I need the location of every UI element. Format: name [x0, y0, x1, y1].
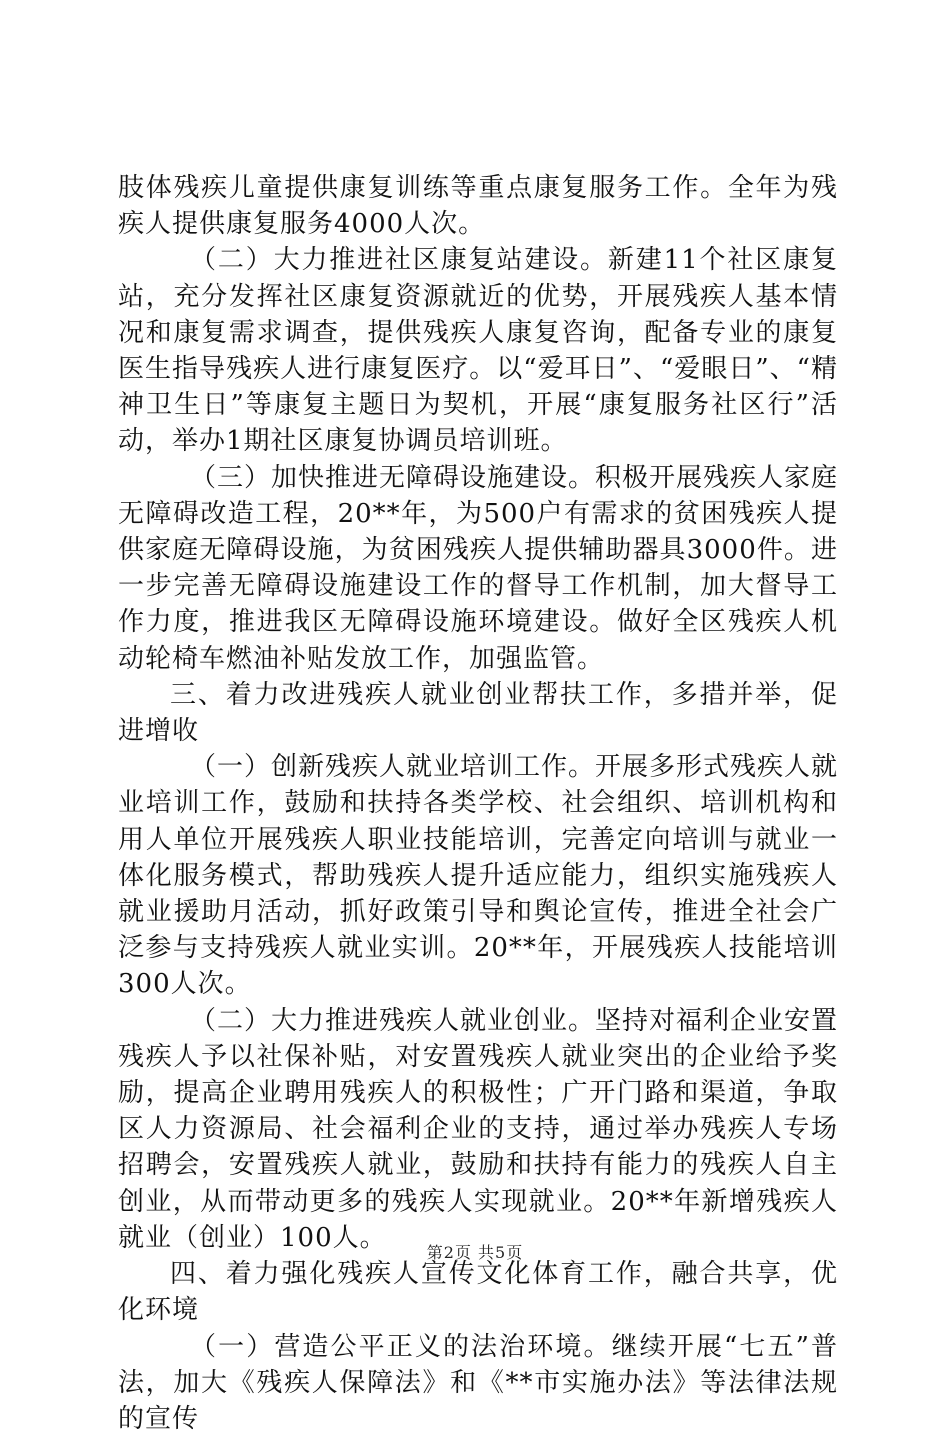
- body-paragraph-3: （三）加快推进无障碍设施建设。积极开展残疾人家庭无障碍改造工程，20**年，为500户有需求的贫困残疾人提供家庭无障碍设施，为贫困残疾人提供辅助器具3000件。进一步完善无障碍设施建设工作的督导工作机制，加大督导工作力度，推进我区无障碍设施环境建设。做好全区残疾人机动轮椅车燃油补贴发放工作，加强监管。: [118, 460, 838, 677]
- body-paragraph-2: （二）大力推进社区康复站建设。新建11个社区康复站，充分发挥社区康复资源就近的优势，开展残疾人基本情况和康复需求调查，提供残疾人康复咨询，配备专业的康复医生指导残疾人进行康复医疗。以“爱耳日”、“爱眼日”、“精神卫生日”等康复主题日为契机，开展“康复服务社区行”活动，举办1期社区康复协调员培训班。: [118, 242, 838, 459]
- body-paragraph-1: 肢体残疾儿童提供康复训练等重点康复服务工作。全年为残疾人提供康复服务4000人次。: [118, 170, 838, 242]
- body-paragraph-4: （一）创新残疾人就业培训工作。开展多形式残疾人就业培训工作，鼓励和扶持各类学校、社会组织、培训机构和用人单位开展残疾人职业技能培训，完善定向培训与就业一体化服务模式，帮助残疾人提升适应能力，组织实施残疾人就业援助月活动，抓好政策引导和舆论宣传，推进全社会广泛参与支持残疾人就业实训。20**年，开展残疾人技能培训300人次。: [118, 749, 838, 1002]
- page-footer: [0, 1240, 950, 1263]
- section-heading-4: 四、着力强化残疾人宣传文化体育工作，融合共享，优化环境: [118, 1256, 838, 1328]
- body-paragraph-6: （一）营造公平正义的法治环境。继续开展“七五”普法，加大《残疾人保障法》和《**市实施办法》等法律法规的宣传: [118, 1329, 838, 1437]
- body-paragraph-5: （二）大力推进残疾人就业创业。坚持对福利企业安置残疾人予以社保补贴，对安置残疾人就业突出的企业给予奖励，提高企业聘用残疾人的积极性；广开门路和渠道，争取区人力资源局、社会福利企业的支持，通过举办残疾人专场招聘会，安置残疾人就业，鼓励和扶持有能力的残疾人自主创业，从而带动更多的残疾人实现就业。20**年新增残疾人就业（创业）100人。: [118, 1003, 838, 1256]
- section-heading-3: 三、着力改进残疾人就业创业帮扶工作，多措并举，促进增收: [118, 677, 838, 749]
- page-number-label: 第2页 共5页: [427, 1243, 523, 1262]
